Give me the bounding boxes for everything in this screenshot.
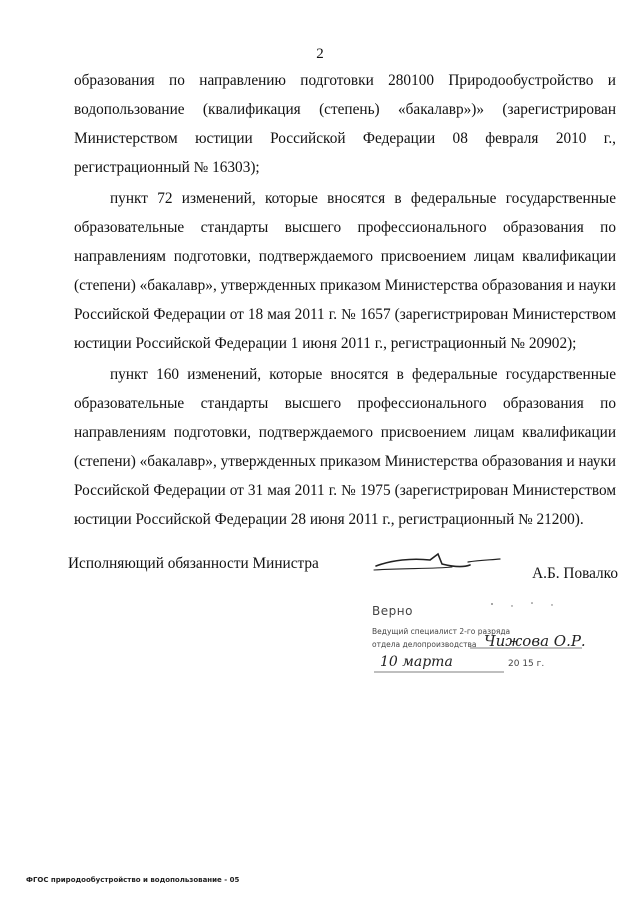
certification-stamp [372,602,612,682]
paragraph-point-72: пункт 72 изменений, которые вносятся в федеральные государственные образовательные стандарты высшего профессионального образования по направлениям подготовки, подтверждаемого присвоением лицам квалификации (степени) «бакалавр», утвержденных приказом Министерства образования и науки Российской Федерации от 18 мая 2011 г. № 1657 (зарегистрирован Министерством юстиции Российской Федерации 1 июня 2011 г., регистрационный № 20902); [74,190,616,352]
signer-name: А.Б. Повалко [532,565,618,582]
stamp-department: отдела делопроизводства [372,640,477,649]
paragraph-continuation: образования по направлению подготовки 280100 Природообустройство и водопользование (квалификация (степень) «бакалавр»)» (зарегистрирован Министерством юстиции Российской Федерации 08 февраля 2010 г., регистрационный № 16303); [74,72,616,176]
handwritten-signature [372,548,502,578]
stamp-handwritten-name: Чижова О.Р. [484,632,586,650]
paragraph-point-160: пункт 160 изменений, которые вносятся в федеральные государственные образовательные стандарты высшего профессионального образования по направлениям подготовки, подтверждаемого присвоением лицам квалификации (степени) «бакалавр», утвержденных приказом Министерства образования и науки Российской Федерации от 31 мая 2011 г. № 1975 (зарегистрирован Министерством юстиции Российской Федерации 28 июня 2011 г., регистрационный № 21200). [74,366,616,528]
document-body [74,66,616,536]
page-number: 2 [316,46,324,62]
stamp-verno: Верно [372,604,413,618]
stamp-year: 20 15 г. [508,659,545,669]
signature-block [68,555,618,595]
stamp-position: Ведущий специалист 2-го разряда [372,627,511,636]
signer-title: Исполняющий обязанности Министра [68,555,319,572]
stamp-handwritten-date: 10 марта [380,654,453,670]
document-footer: ФГОС природообустройство и водопользование - 05 [26,876,240,884]
